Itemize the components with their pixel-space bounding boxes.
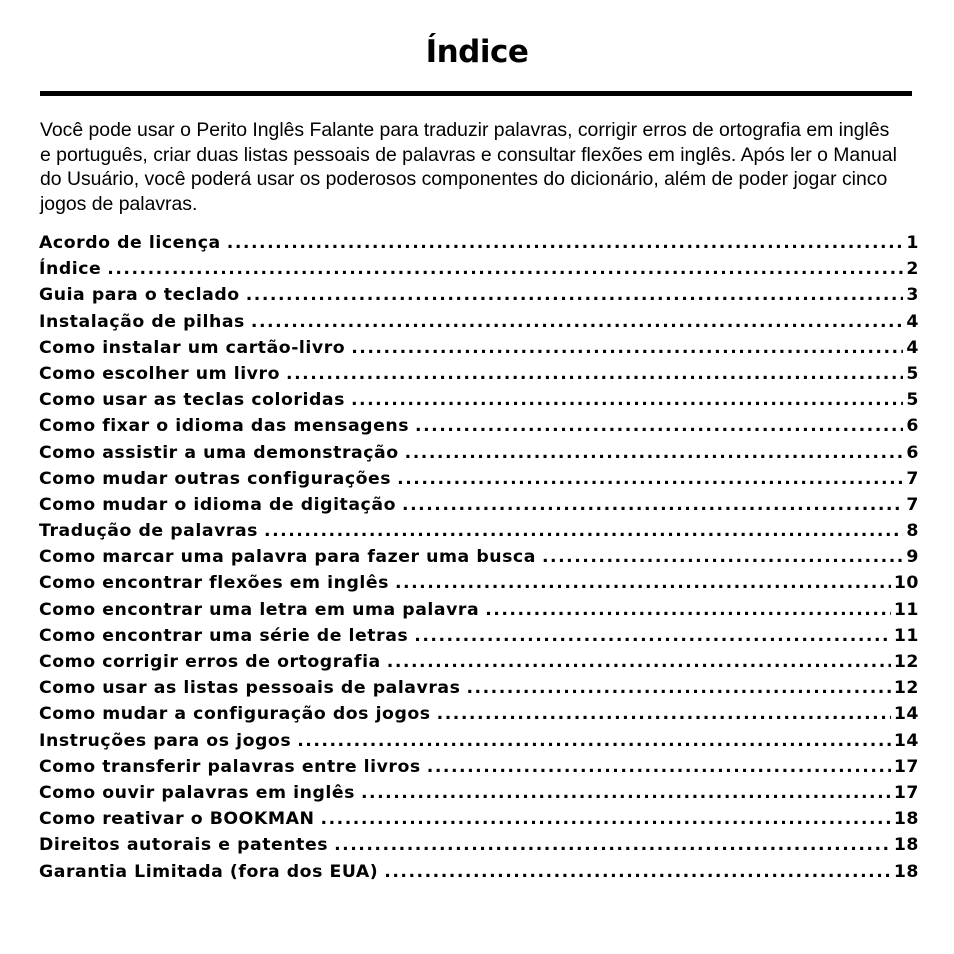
toc-entry-title: Como reativar o BOOKMAN bbox=[39, 809, 315, 830]
toc-entry-title: Como mudar o idioma de digitação bbox=[39, 494, 396, 515]
toc-entry[interactable] bbox=[39, 728, 919, 754]
dot-leader bbox=[402, 492, 903, 518]
toc-entry[interactable] bbox=[39, 466, 919, 492]
toc-entry-page: 5 bbox=[906, 390, 919, 411]
dot-leader bbox=[395, 570, 891, 596]
dot-leader bbox=[414, 623, 891, 649]
toc-entry[interactable] bbox=[39, 780, 919, 806]
toc-entry-page: 11 bbox=[893, 599, 919, 620]
toc-entry[interactable] bbox=[39, 754, 919, 780]
toc-entry-page: 3 bbox=[906, 285, 919, 306]
toc-entry-page: 10 bbox=[893, 573, 919, 594]
toc-entry[interactable] bbox=[39, 701, 919, 727]
toc-entry[interactable] bbox=[39, 309, 919, 335]
table-of-contents bbox=[39, 230, 919, 885]
toc-entry-title: Como transferir palavras entre livros bbox=[39, 756, 421, 777]
toc-entry-title: Como usar as listas pessoais de palavras bbox=[39, 678, 461, 699]
toc-entry-page: 12 bbox=[893, 678, 919, 699]
dot-leader bbox=[405, 440, 904, 466]
dot-leader bbox=[321, 806, 891, 832]
toc-entry[interactable] bbox=[39, 859, 919, 885]
toc-entry-title: Como ouvir palavras em inglês bbox=[39, 782, 355, 803]
toc-entry-page: 18 bbox=[893, 809, 919, 830]
toc-entry[interactable] bbox=[39, 230, 919, 256]
toc-entry-title: Como marcar uma palavra para fazer uma busca bbox=[39, 547, 536, 568]
toc-entry-page: 11 bbox=[893, 625, 919, 646]
toc-entry-title: Como usar as teclas coloridas bbox=[39, 390, 345, 411]
toc-entry[interactable] bbox=[39, 806, 919, 832]
toc-entry-title: Tradução de palavras bbox=[39, 521, 258, 542]
title-divider bbox=[40, 91, 912, 96]
dot-leader bbox=[286, 361, 903, 387]
toc-entry[interactable] bbox=[39, 492, 919, 518]
toc-entry-page: 4 bbox=[906, 311, 919, 332]
dot-leader bbox=[264, 518, 903, 544]
toc-entry-title: Instruções para os jogos bbox=[39, 730, 292, 751]
dot-leader bbox=[107, 256, 903, 282]
toc-entry[interactable] bbox=[39, 335, 919, 361]
toc-entry[interactable] bbox=[39, 387, 919, 413]
dot-leader bbox=[542, 544, 903, 570]
toc-entry[interactable] bbox=[39, 623, 919, 649]
dot-leader bbox=[361, 780, 891, 806]
toc-entry-page: 8 bbox=[906, 521, 919, 542]
toc-entry-page: 9 bbox=[906, 547, 919, 568]
toc-entry-page: 2 bbox=[906, 259, 919, 280]
toc-entry-title: Como instalar um cartão-livro bbox=[39, 337, 346, 358]
dot-leader bbox=[397, 466, 903, 492]
toc-entry[interactable] bbox=[39, 518, 919, 544]
toc-entry-page: 1 bbox=[906, 233, 919, 253]
toc-entry[interactable] bbox=[39, 544, 919, 570]
toc-entry-page: 7 bbox=[906, 494, 919, 515]
dot-leader bbox=[427, 754, 891, 780]
dot-leader bbox=[227, 230, 904, 256]
dot-leader bbox=[351, 335, 903, 361]
toc-entry[interactable] bbox=[39, 256, 919, 282]
dot-leader bbox=[334, 832, 891, 858]
toc-entry-title: Acordo de licença bbox=[39, 233, 221, 253]
toc-entry[interactable] bbox=[39, 413, 919, 439]
toc-entry-page: 17 bbox=[893, 782, 919, 803]
toc-entry[interactable] bbox=[39, 649, 919, 675]
toc-entry-title: Como corrigir erros de ortografia bbox=[39, 652, 381, 672]
dot-leader bbox=[437, 701, 891, 727]
toc-entry-title: Garantia Limitada (fora dos EUA) bbox=[39, 861, 379, 882]
toc-entry-page: 4 bbox=[906, 337, 919, 358]
dot-leader bbox=[415, 413, 903, 439]
toc-entry-page: 14 bbox=[893, 730, 919, 751]
toc-entry-title: Como mudar a configuração dos jogos bbox=[39, 704, 431, 725]
toc-entry-title: Direitos autorais e patentes bbox=[39, 835, 329, 856]
toc-entry-page: 6 bbox=[906, 442, 919, 463]
toc-entry-title: Índice bbox=[39, 259, 102, 280]
toc-entry-page: 18 bbox=[893, 861, 919, 882]
dot-leader bbox=[297, 728, 891, 754]
toc-entry-title: Como encontrar uma série de letras bbox=[39, 625, 409, 646]
toc-entry-title: Como encontrar uma letra em uma palavra bbox=[39, 599, 480, 620]
dot-leader bbox=[384, 859, 891, 885]
dot-leader bbox=[351, 387, 903, 413]
toc-entry-page: 12 bbox=[893, 652, 919, 672]
toc-entry-title: Como mudar outras configurações bbox=[39, 468, 392, 489]
toc-entry[interactable] bbox=[39, 832, 919, 858]
page-title: Índice bbox=[425, 34, 529, 70]
toc-entry-page: 18 bbox=[893, 835, 919, 856]
toc-entry-title: Como assistir a uma demonstração bbox=[39, 442, 399, 463]
dot-leader bbox=[387, 649, 891, 675]
toc-entry[interactable] bbox=[39, 675, 919, 701]
toc-entry-page: 5 bbox=[906, 363, 919, 384]
toc-entry-title: Como escolher um livro bbox=[39, 363, 280, 384]
toc-entry[interactable] bbox=[39, 570, 919, 596]
toc-entry-title: Instalação de pilhas bbox=[39, 311, 245, 332]
toc-entry-page: 7 bbox=[906, 468, 919, 489]
toc-entry-title: Guia para o teclado bbox=[39, 285, 240, 306]
toc-entry[interactable] bbox=[39, 282, 919, 308]
dot-leader bbox=[246, 282, 904, 308]
toc-entry[interactable] bbox=[39, 440, 919, 466]
intro-paragraph: Você pode usar o Perito Inglês Falante para traduzir palavras, corrigir erros de ortografia em inglês e português, criar duas listas pessoais de palavras e consultar flexões em inglês. Após ler o Manual do Usuário, você poderá usar os poderosos componentes do dicionário, além de poder jogar cinco jogos de palavras. bbox=[40, 119, 897, 215]
toc-entry[interactable] bbox=[39, 597, 919, 623]
toc-entry-page: 6 bbox=[906, 416, 919, 437]
dot-leader bbox=[251, 309, 904, 335]
dot-leader bbox=[485, 597, 891, 623]
dot-leader bbox=[466, 675, 890, 701]
toc-entry-page: 17 bbox=[893, 756, 919, 777]
toc-entry[interactable] bbox=[39, 361, 919, 387]
toc-entry-title: Como fixar o idioma das mensagens bbox=[39, 416, 410, 437]
toc-entry-page: 14 bbox=[893, 704, 919, 725]
toc-entry-title: Como encontrar flexões em inglês bbox=[39, 573, 389, 594]
